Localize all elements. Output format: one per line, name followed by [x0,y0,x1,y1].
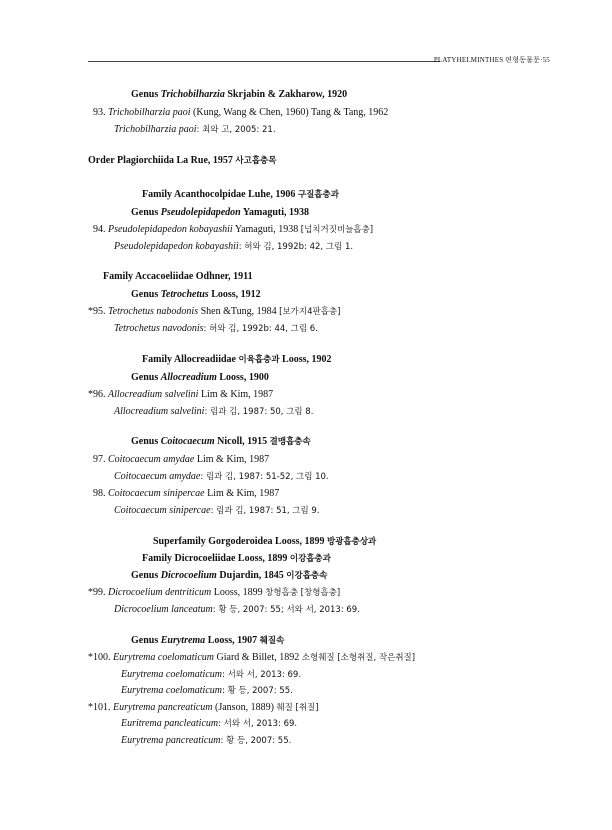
genus-heading [131,372,269,384]
genus-authority: Looss, 1912 [211,289,261,300]
family-heading [142,354,332,366]
species-name: Coitocaecum sinipercae [108,488,205,499]
genus-label: Genus [131,372,159,383]
genus-korean-name: 췌질속 [259,636,285,646]
species-name: Pseudolepidapedon kobayashii [108,224,233,235]
species-authority: Giard & Billet, 1892 [216,652,300,663]
reference-name: Eurytrema coelomaticum [121,669,222,680]
species-korean-name: 소형췌질 [소형취질, 작은취질] [301,653,416,663]
species-authority: Lim & Kim, 1987 [207,488,280,499]
family-name: Family Accacoeliidae Odhner, 1911 [103,271,253,282]
reference-citation: : 황 등, 2007: 55. [220,736,292,746]
family-heading [103,271,253,283]
species-entry [88,306,340,318]
species-authority: Lim & Kim, 1987 [196,454,270,465]
reference-line [114,124,276,136]
reference-name: Euritrema pancleaticum [121,718,219,729]
species-name: Dicrocoelium dentriticum [108,587,212,598]
family-korean-name: 구질흡충과 [297,190,339,200]
reference-name: Dicrocoelium lanceatum [114,604,213,615]
species-name: Tetrochetus nabodonis [108,306,199,317]
genus-heading [131,89,347,101]
reference-line [114,471,329,483]
order-name: Order Plagiorchiida La Rue, 1957 [88,155,233,166]
species-name: Eurytrema coelomaticum [113,652,214,663]
species-entry [93,224,373,236]
reference-citation: : 허와 김, 1992b: 44, 그림 6. [203,324,318,334]
family-name: Family Allocreadiidae [142,354,236,365]
reference-name: Pseudolepidapedon kobayashii [114,241,239,252]
reference-line [114,604,360,616]
species-entry [93,488,279,500]
reference-line [114,505,320,517]
family-heading [142,189,339,201]
genus-label: Genus [131,289,159,300]
reference-name: Tetrochetus navodonis [114,323,204,334]
genus-name: Allocreadium [160,372,217,383]
species-name: Eurytrema pancreaticum [113,702,213,713]
species-authority: Looss, 1899 [213,587,263,598]
species-name: Trichobilharzia paoi [108,107,191,118]
family-authority: Looss, 1902 [282,354,332,365]
genus-korean-name: 이강흡충속 [286,571,328,581]
genus-name: Eurytrema [160,635,206,646]
genus-authority: Skrjabin & Zakharow, 1920 [227,89,348,100]
species-authority: Shen &Tung, 1984 [200,306,277,317]
running-head: PLATYHELMINTHES 편형동물문·55 [433,56,550,64]
species-korean-name: 췌질 [취질] [276,703,319,713]
genus-name: Coitocaecum [160,436,215,447]
genus-name: Trichobilharzia [160,89,225,100]
reference-citation: : 서와 서, 2013: 69. [222,670,302,680]
species-number: *99. [88,587,106,598]
genus-authority: Looss, 1907 [207,635,258,646]
species-authority: Lim & Kim, 1987 [200,389,274,400]
genus-authority: Dujardin, 1845 [219,570,284,581]
reference-citation: : 황 등, 2007: 55; 서와 서, 2013: 69. [212,605,360,615]
species-number: 97. [93,454,106,465]
reference-citation: : 황 등, 2007: 55. [222,686,293,696]
header-rule [88,61,440,62]
reference-line [114,323,318,335]
reference-citation: : 림과 김, 1987: 51, 그림 9. [210,506,320,516]
family-korean-name: 이강흡충과 [289,554,331,564]
species-entry [88,702,319,714]
genus-heading [131,635,284,647]
reference-line [114,406,313,418]
order-heading [88,155,276,167]
reference-name: Eurytrema pancreaticum [121,735,221,746]
genus-authority: Nicoll, 1915 [217,436,268,447]
species-number: 94. [93,224,106,235]
genus-heading [131,570,327,582]
superfamily-heading [153,536,376,548]
species-number: *101. [88,702,111,713]
reference-citation: : 최와 고, 2005: 21. [196,125,276,135]
species-entry [88,652,415,664]
reference-name: Eurytrema coelomaticum [121,685,222,696]
genus-label: Genus [131,207,159,218]
reference-line [114,241,353,253]
genus-authority: Yamaguti, 1938 [242,207,309,218]
species-korean-name: 창형흡충 [창형흡충] [265,588,341,598]
species-name: Coitocaecum amydae [108,454,195,465]
species-number: 93. [93,107,106,118]
species-number: *95. [88,306,106,317]
genus-label: Genus [131,436,159,447]
species-entry [93,454,269,466]
species-korean-name: [넙치거짓비늘흡충] [300,225,374,235]
reference-line [121,669,301,681]
species-number: 98. [93,488,106,499]
genus-name: Tetrochetus [160,289,209,300]
species-authority: (Janson, 1889) [215,702,274,713]
reference-citation: : 림과 김, 1987: 50, 그림 8. [204,407,314,417]
genus-name: Pseudolepidapedon [160,207,241,218]
family-name: Family Dicrocoeliidae Looss, 1899 [142,553,288,564]
species-name: Allocreadium salvelini [108,389,199,400]
family-korean-name: 이육흡충과 [238,355,280,365]
reference-line [121,735,291,747]
reference-name: Trichobilharzia paoi [114,124,197,135]
genus-heading [131,289,261,301]
species-korean-name: [보가지4판흡충] [279,307,341,317]
species-entry [88,587,340,599]
reference-name: Allocreadium salvelini [114,406,205,417]
genus-heading [131,207,309,219]
reference-citation: : 허와 김, 1992b: 42, 그림 1. [238,242,354,252]
species-authority: Yamaguti, 1938 [234,224,299,235]
genus-label: Genus [131,635,159,646]
species-authority: (Kung, Wang & Chen, 1960) Tang & Tang, 1962 [193,107,389,118]
genus-label: Genus [131,570,159,581]
genus-label: Genus [131,89,159,100]
family-heading [142,553,331,565]
reference-name: Coitocaecum amydae [114,471,201,482]
species-number: *100. [88,652,111,663]
reference-line [121,718,297,730]
genus-name: Dicrocoelium [160,570,217,581]
superfamily-name: Superfamily Gorgoderoidea Looss, 1899 [153,536,325,547]
genus-korean-name: 결맹흡충속 [269,437,311,447]
reference-name: Coitocaecum sinipercae [114,505,211,516]
reference-line [121,685,293,697]
reference-citation: : 서와 서, 2013: 69. [218,719,298,729]
genus-heading [131,436,311,448]
order-korean-name: 사고흡충목 [235,156,277,166]
family-name: Family Acanthocolpidae Luhe, 1906 [142,189,296,200]
reference-citation: : 림과 김, 1987: 51-52, 그림 10. [200,472,329,482]
species-entry [88,389,273,401]
species-entry [93,107,388,119]
superfamily-korean-name: 방광흡충상과 [326,537,377,547]
species-number: *96. [88,389,106,400]
genus-authority: Looss, 1900 [219,372,269,383]
